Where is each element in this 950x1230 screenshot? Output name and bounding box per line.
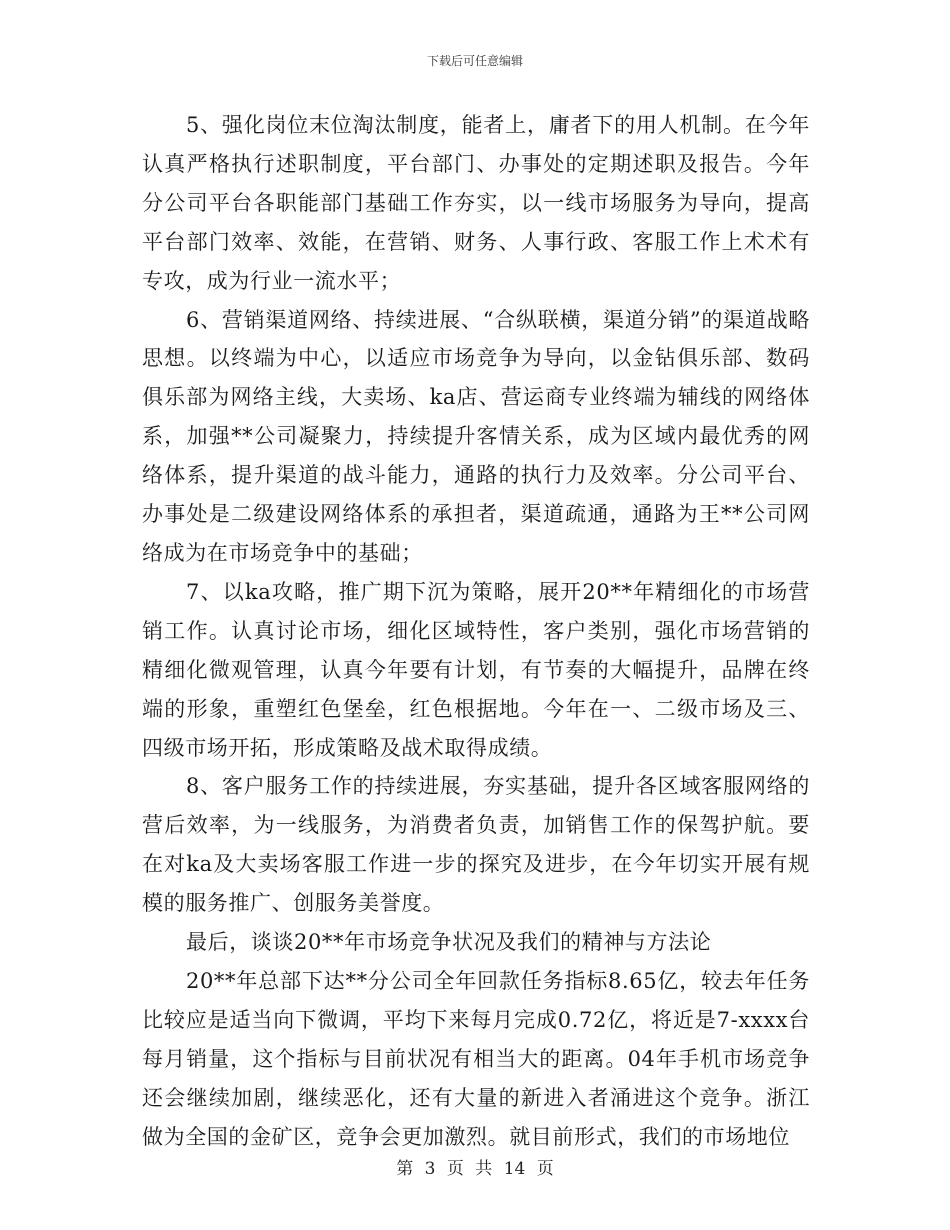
- paragraph-conclusion-heading: 最后，谈谈20**年市场竞争状况及我们的精神与方法论: [186, 930, 712, 955]
- paragraph-item-7: 7、以ka攻略，推广期下沉为策略，展开20**年精细化的市场营销工作。认真讨论市场，细化区域特性，客户类别，强化市场营销的精细化微观管理，认真今年要有计划，有节奏的大幅提升，品牌在终端的形象，重塑红色堡垒，红色根据地。今年在一、二级市场及三、四级市场开拓，形成策略及战术取得成绩。: [142, 579, 810, 760]
- paragraph-item-6: 6、营销渠道网络、持续进展、“合纵联横，渠道分销”的渠道战略思想。以终端为中心，以适应市场竞争为导向，以金钻俱乐部、数码俱乐部为网络主线，大卖场、ka店、营运商专业终端为辅线的网络体系，加强**公司凝聚力，持续提升客情关系，成为区域内最优秀的网络体系，提升渠道的战斗能力，通路的执行力及效率。分公司平台、办事处是二级建设网络体系的承担者，渠道疏通，通路为王**公司网络成为在市场竞争中的基础；: [142, 307, 810, 565]
- page-header: 下载后可任意编辑: [426, 54, 523, 68]
- paragraph-item-8: 8、客户服务工作的持续进展，夯实基础，提升各区域客服网络的营后效率，为一线服务，为消费者负责，加销售工作的保驾护航。要在对ka及大卖场客服工作进一步的探究及进步，在今年切实开展有规模的服务推广、创服务美誉度。: [142, 774, 810, 916]
- paragraph-item-5: 5、强化岗位末位淘汰制度，能者上，庸者下的用人机制。在今年认真严格执行述职制度，平台部门、办事处的定期述职及报告。今年分公司平台各职能部门基础工作夯实，以一线市场服务为导向，提高平台部门效率、效能，在营销、财务、人事行政、客服工作上术术有专攻，成为行业一流水平；: [142, 113, 810, 293]
- page-number: 第 3 页 共 14 页: [396, 1159, 554, 1179]
- paragraph-market-target: 20**年总部下达**分公司全年回款任务指标8.65亿，较去年任务比较应是适当向下微调，平均下来每月完成0.72亿，将近是7-xxxx台每月销量，这个指标与目前状况有相当大的距离。04年手机市场竞争还会继续加剧，继续恶化，还有大量的新进入者涌进这个竞争。浙江做为全国的金矿区，竞争会更加激烈。就目前形式，我们的市场地位: [142, 968, 810, 1149]
- document-body: [142, 106, 810, 1156]
